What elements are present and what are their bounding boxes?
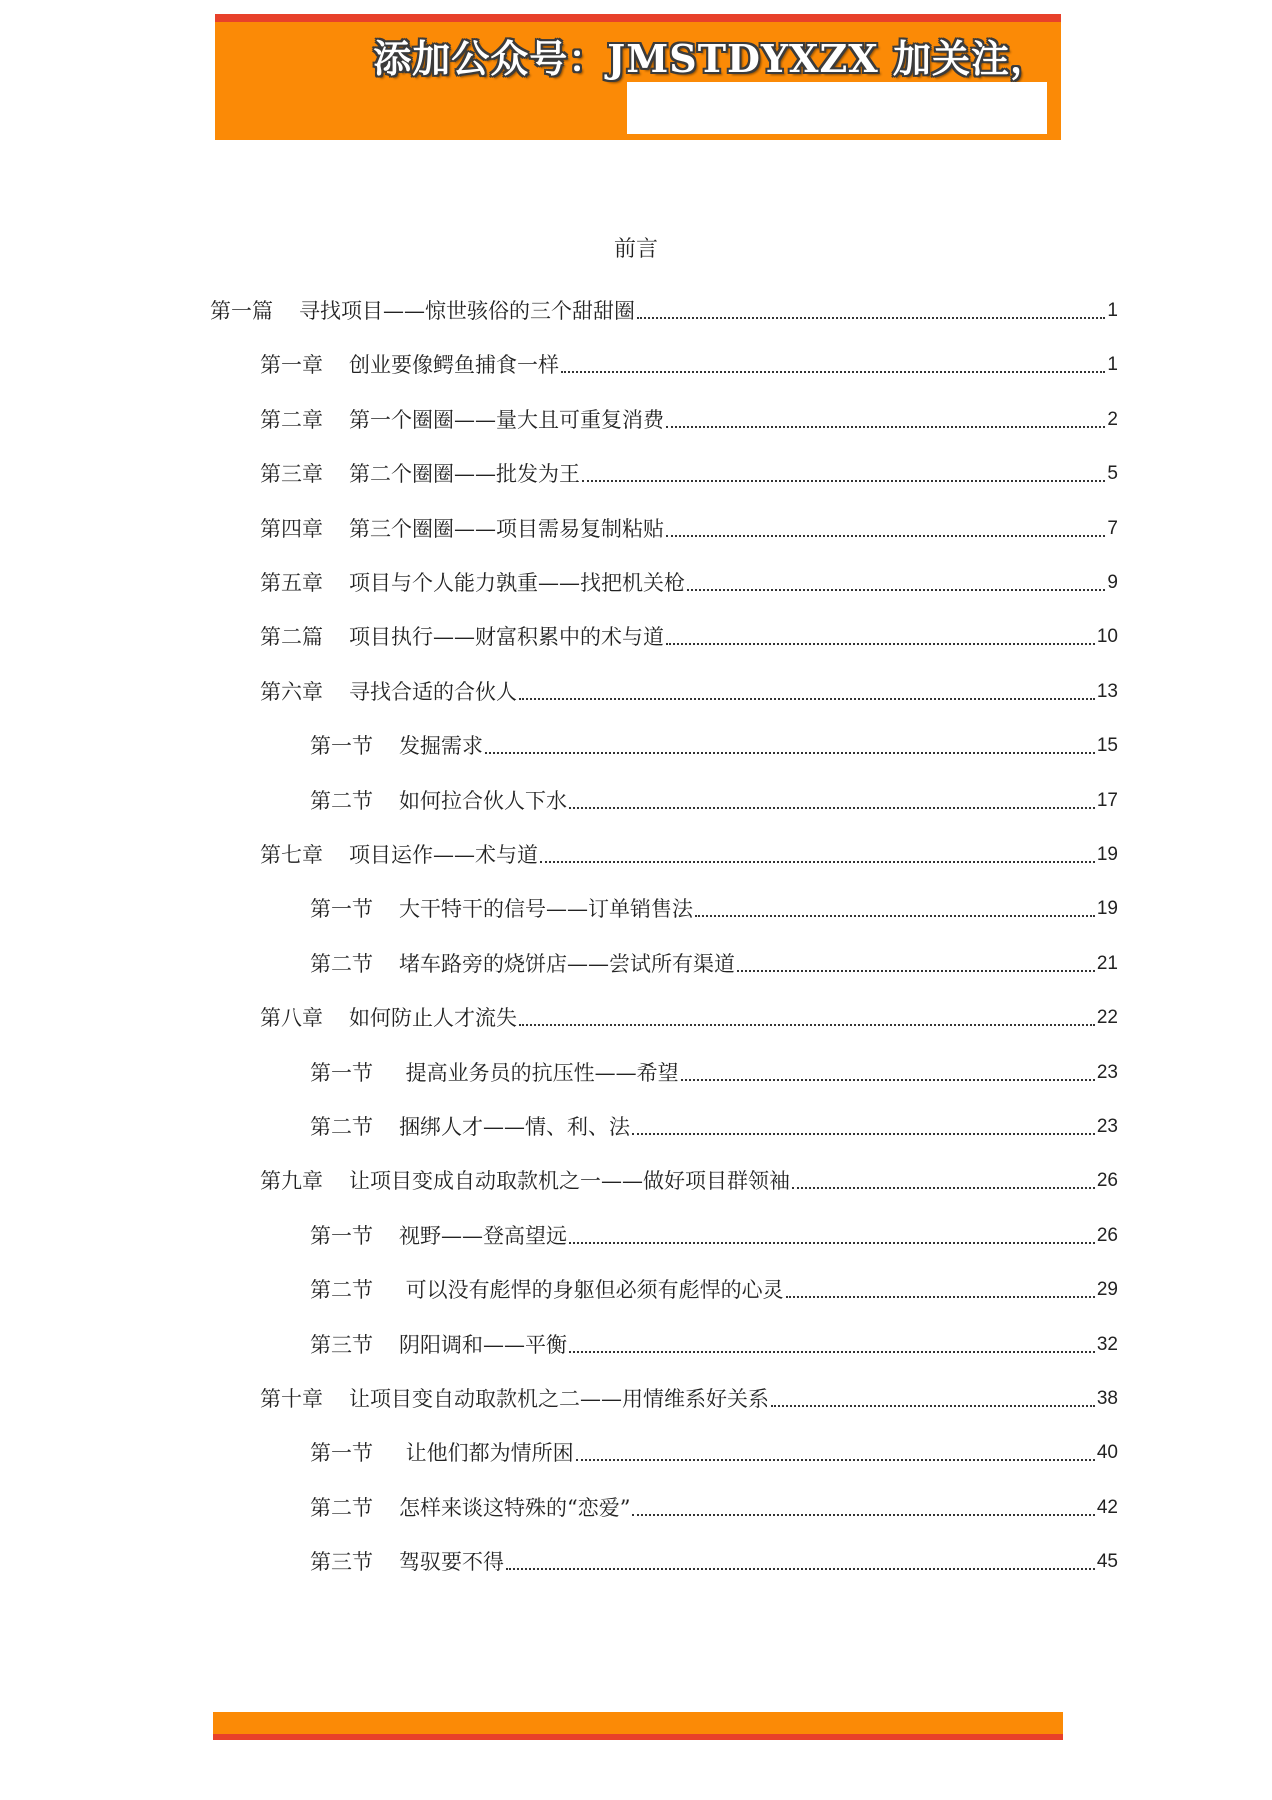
toc-entry-number: 第十章	[260, 1387, 323, 1411]
toc-entry-page-number: 21	[1096, 953, 1118, 974]
toc-entry-page-number: 45	[1096, 1551, 1118, 1572]
toc-entry-title: 怎样来谈这特殊的“恋爱”	[399, 1496, 631, 1520]
toc-dot-leader	[695, 915, 1095, 917]
toc-dot-leader	[576, 1459, 1095, 1461]
toc-dot-leader	[569, 1351, 1095, 1353]
toc-entry-page-number: 26	[1096, 1170, 1118, 1191]
toc-entry[interactable]	[310, 949, 1118, 979]
toc-entry[interactable]	[310, 894, 1118, 924]
toc-dot-leader	[506, 1568, 1095, 1570]
toc-entry[interactable]	[260, 1384, 1118, 1414]
toc-entry-number: 第一篇	[210, 299, 273, 323]
toc-entry-title: 创业要像鳄鱼捕食一样	[349, 353, 559, 377]
toc-entry-page-number: 40	[1096, 1442, 1118, 1463]
toc-entry-number: 第五章	[260, 571, 323, 595]
toc-entry-page-number: 2	[1107, 409, 1118, 430]
toc-entry-number: 第三节	[310, 1333, 373, 1357]
toc-entry-title: 如何拉合伙人下水	[399, 789, 567, 813]
toc-entry-title: 项目与个人能力孰重——找把机关枪	[349, 571, 685, 595]
toc-entry-title: 第一个圈圈——量大且可重复消费	[349, 408, 664, 432]
toc-entry[interactable]	[310, 1221, 1118, 1251]
toc-entry[interactable]	[260, 459, 1118, 489]
footer-bar	[213, 1712, 1063, 1740]
toc-entry-number: 第一章	[260, 353, 323, 377]
toc-entry-number: 第二节	[310, 1278, 373, 1302]
toc-entry-title: 阴阳调和——平衡	[399, 1333, 567, 1357]
toc-entry-number: 第八章	[260, 1006, 323, 1030]
toc-entry[interactable]	[310, 731, 1118, 761]
toc-entry-page-number: 23	[1096, 1116, 1118, 1137]
toc-entry-title: 堵车路旁的烧饼店——尝试所有渠道	[399, 952, 735, 976]
toc-entry-page-number: 7	[1107, 518, 1118, 539]
toc-dot-leader	[666, 426, 1105, 428]
toc-entry-title: 让项目变自动取款机之二——用情维系好关系	[349, 1387, 769, 1411]
toc-entry[interactable]	[260, 677, 1118, 707]
toc-entry-number: 第一节	[310, 734, 373, 758]
toc-entry-number: 第二节	[310, 1115, 373, 1139]
toc-entry-title: 第二个圈圈——批发为王	[349, 462, 580, 486]
footer-orange-stripe	[213, 1712, 1063, 1734]
toc-entry-number: 第二节	[310, 789, 373, 813]
toc-entry-title: 可以没有彪悍的身躯但必须有彪悍的心灵	[399, 1278, 784, 1302]
toc-entry-title: 发掘需求	[399, 734, 483, 758]
toc-dot-leader	[519, 698, 1095, 700]
toc-entry-page-number: 32	[1096, 1334, 1118, 1355]
toc-entry-page-number: 1	[1107, 354, 1118, 375]
toc-entry-title: 提高业务员的抗压性——希望	[399, 1061, 679, 1085]
toc-entry-page-number: 23	[1096, 1062, 1118, 1083]
banner-slogan: 添加公众号：JMSTDYXZX 加关注，	[373, 36, 1049, 81]
toc-entry-page-number: 9	[1107, 572, 1118, 593]
toc-entry-number: 第一节	[310, 1061, 373, 1085]
toc-dot-leader	[786, 1296, 1095, 1298]
toc-dot-leader	[569, 807, 1095, 809]
toc-entry-title: 项目执行——财富积累中的术与道	[349, 625, 664, 649]
toc-dot-leader	[681, 1079, 1095, 1081]
toc-entry-page-number: 5	[1107, 463, 1118, 484]
toc-entry-number: 第九章	[260, 1169, 323, 1193]
toc-entry-title: 让他们都为情所困	[399, 1441, 574, 1465]
toc-dot-leader	[582, 480, 1105, 482]
toc-entry-title: 让项目变成自动取款机之一——做好项目群领袖	[349, 1169, 790, 1193]
toc-entry-page-number: 13	[1096, 681, 1118, 702]
toc-entry[interactable]	[260, 350, 1118, 380]
toc-entry[interactable]	[260, 1166, 1118, 1196]
toc-entry[interactable]	[310, 1058, 1118, 1088]
toc-entry-title: 如何防止人才流失	[349, 1006, 517, 1030]
toc-dot-leader	[687, 589, 1105, 591]
toc-entry-title: 视野——登高望远	[399, 1224, 567, 1248]
toc-entry[interactable]	[310, 1112, 1118, 1142]
toc-entry[interactable]	[260, 840, 1118, 870]
toc-title: 前言	[613, 237, 658, 262]
toc-entry-page-number: 42	[1096, 1497, 1118, 1518]
toc-entry[interactable]	[310, 1547, 1118, 1577]
toc-entry-number: 第一节	[310, 1441, 373, 1465]
toc-entry-title: 驾驭要不得	[399, 1550, 504, 1574]
toc-entry[interactable]	[310, 1330, 1118, 1360]
toc-entry[interactable]	[310, 786, 1118, 816]
toc-dot-leader	[737, 970, 1095, 972]
toc-dot-leader	[561, 371, 1105, 373]
toc-dot-leader	[666, 643, 1095, 645]
toc-entry-number: 第二节	[310, 1496, 373, 1520]
toc-entry-number: 第四章	[260, 517, 323, 541]
toc-entry-number: 第二篇	[260, 625, 323, 649]
toc-dot-leader	[637, 317, 1105, 319]
toc-entry[interactable]	[310, 1493, 1118, 1523]
toc-entry-page-number: 15	[1096, 735, 1118, 756]
toc-entry[interactable]	[260, 405, 1118, 435]
toc-entry[interactable]	[260, 622, 1118, 652]
toc-dot-leader	[519, 1024, 1095, 1026]
toc-entry-number: 第一节	[310, 1224, 373, 1248]
toc-entry[interactable]	[310, 1275, 1118, 1305]
toc-entry[interactable]	[260, 514, 1118, 544]
toc-entry[interactable]	[260, 568, 1118, 598]
toc-entry-page-number: 19	[1096, 844, 1118, 865]
toc-entry-page-number: 1	[1107, 300, 1118, 321]
toc-entry-title: 寻找项目——惊世骇俗的三个甜甜圈	[299, 299, 635, 323]
toc-entry-title: 第三个圈圈——项目需易复制粘贴	[349, 517, 664, 541]
toc-dot-leader	[771, 1405, 1095, 1407]
toc-dot-leader	[792, 1187, 1095, 1189]
toc-entry-page-number: 29	[1096, 1279, 1118, 1300]
toc-entry-page-number: 38	[1096, 1388, 1118, 1409]
toc-entry-page-number: 17	[1096, 790, 1118, 811]
toc-entry-number: 第三章	[260, 462, 323, 486]
toc-dot-leader	[632, 1514, 1094, 1516]
toc-entry-number: 第一节	[310, 897, 373, 921]
toc-entry-number: 第二节	[310, 952, 373, 976]
toc-entry[interactable]	[260, 1003, 1118, 1033]
toc-dot-leader	[632, 1133, 1095, 1135]
toc-entry[interactable]	[310, 1438, 1118, 1468]
toc-entry-title: 寻找合适的合伙人	[349, 680, 517, 704]
toc-dot-leader	[666, 535, 1105, 537]
toc-dot-leader	[540, 861, 1095, 863]
toc-entry[interactable]	[210, 296, 1118, 326]
toc-entry-title: 项目运作——术与道	[349, 843, 538, 867]
toc-entry-title: 大干特干的信号——订单销售法	[399, 897, 693, 921]
toc-entry-number: 第六章	[260, 680, 323, 704]
toc-entry-page-number: 26	[1096, 1225, 1118, 1246]
toc-entry-number: 第二章	[260, 408, 323, 432]
toc-dot-leader	[569, 1242, 1095, 1244]
toc-entry-page-number: 22	[1096, 1007, 1118, 1028]
toc-entry-page-number: 19	[1096, 898, 1118, 919]
toc-entry-number: 第七章	[260, 843, 323, 867]
toc-entry-title: 捆绑人才——情、利、法	[399, 1115, 630, 1139]
toc-entry-page-number: 10	[1096, 626, 1118, 647]
toc-dot-leader	[485, 752, 1095, 754]
toc-entry-number: 第三节	[310, 1550, 373, 1574]
footer-red-stripe	[213, 1734, 1063, 1740]
